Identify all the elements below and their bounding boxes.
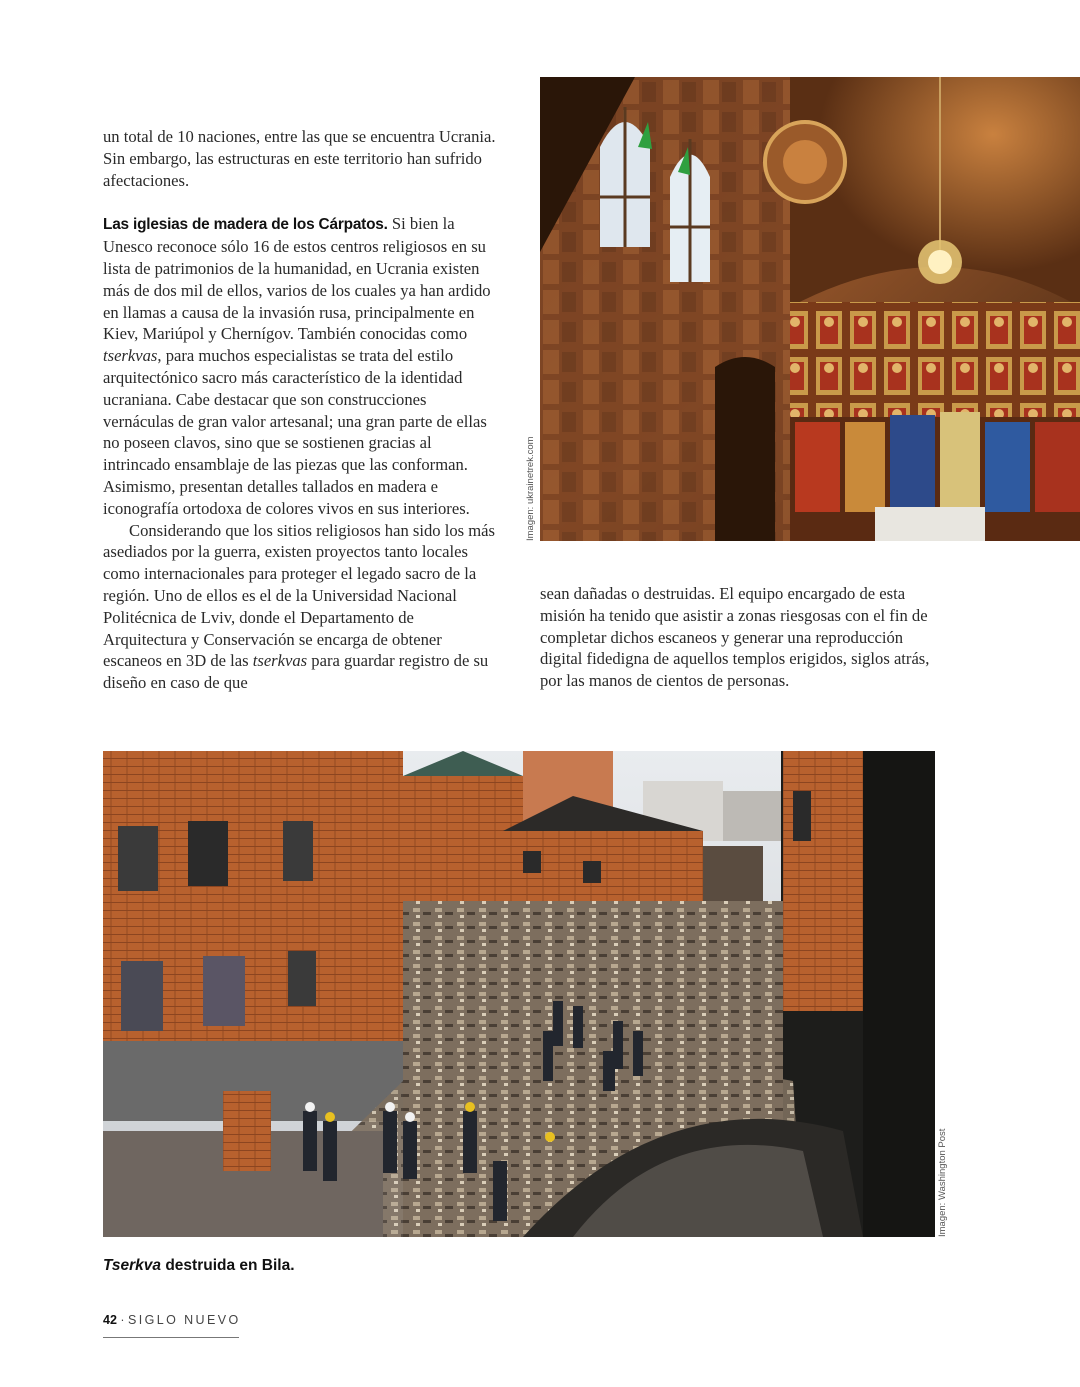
page-footer — [103, 1313, 241, 1327]
paragraph: un total de 10 naciones, entre las que se encuentra Ucrania. Sin embargo, las estructuras en este territorio han sufrido afectaciones. — [103, 127, 496, 190]
section-heading: Las iglesias de madera de los Cárpatos. — [103, 216, 388, 234]
church-interior-photo — [540, 77, 1080, 541]
left-text-column — [103, 126, 500, 694]
caption-text: destruida en Bila. — [161, 1257, 295, 1274]
paragraph — [103, 520, 500, 694]
paragraph-text: para guardar registro de su diseño en caso de que — [103, 651, 489, 693]
photo-credit: Imagen: ukrainetrek.com — [525, 436, 536, 541]
caption-italic: Tserkva — [103, 1257, 162, 1274]
paragraph: sean dañadas o destruidas. El equipo encargado de esta misión ha tenido que asistir a zonas riesgosas con el fin de completar dichos escaneos y generar una reproducción digital fidedigna de aquellos templos erigidos, siglos atrás, por las manos de cientos de personas. — [540, 584, 930, 691]
page-number: 42 — [103, 1313, 117, 1327]
italic-term: tserkvas — [103, 346, 158, 366]
photo-caption — [103, 1257, 295, 1275]
photo-credit: Imagen: Washington Post — [937, 1128, 948, 1237]
paragraph — [103, 213, 500, 519]
magazine-name: SIGLO NUEVO — [128, 1313, 241, 1327]
paragraph-text: Considerando que los sitios religiosos han sido los más asediados por la guerra, existen proyectos tanto locales como internacionales para proteger el legado sacro de la región. Uno de ellos es el de la Universidad Nacional Politécnica de Lviv, donde el Departamento de Arquitectura y Conservación se encarga de obtener escaneos en 3D de las — [103, 520, 495, 671]
right-text-column — [540, 583, 935, 692]
paragraph-text: Si bien la Unesco reconoce sólo 16 de estos centros religiosos en su lista de patrimonios de la humanidad, en Ucrania existen más de dos mil de ellos, varios de los cuales ya han ardido en llamas a causa de la invasión rusa, principalmente en Kiev, Mariúpol y Chernígov. También conocidas como — [103, 214, 491, 344]
italic-term: tserkvas — [252, 651, 308, 671]
footer-divider — [103, 1337, 239, 1338]
destroyed-church-photo — [103, 751, 935, 1237]
footer-separator: · — [120, 1313, 125, 1327]
paragraph-text: , para muchos especialistas se trata del estilo arquitectónico sacro más característico de la identidad ucraniana. Cabe destacar que son construcciones vernáculas de gran valor artesanal; una gran parte de ellas no poseen clavos, sino que se sostienen gracias al intrincado ensamblaje de las piezas que las conforman. Asimismo, presentan detalles tallados en madera e iconografía ortodoxa de colores vivos en sus interiores. — [103, 346, 487, 518]
